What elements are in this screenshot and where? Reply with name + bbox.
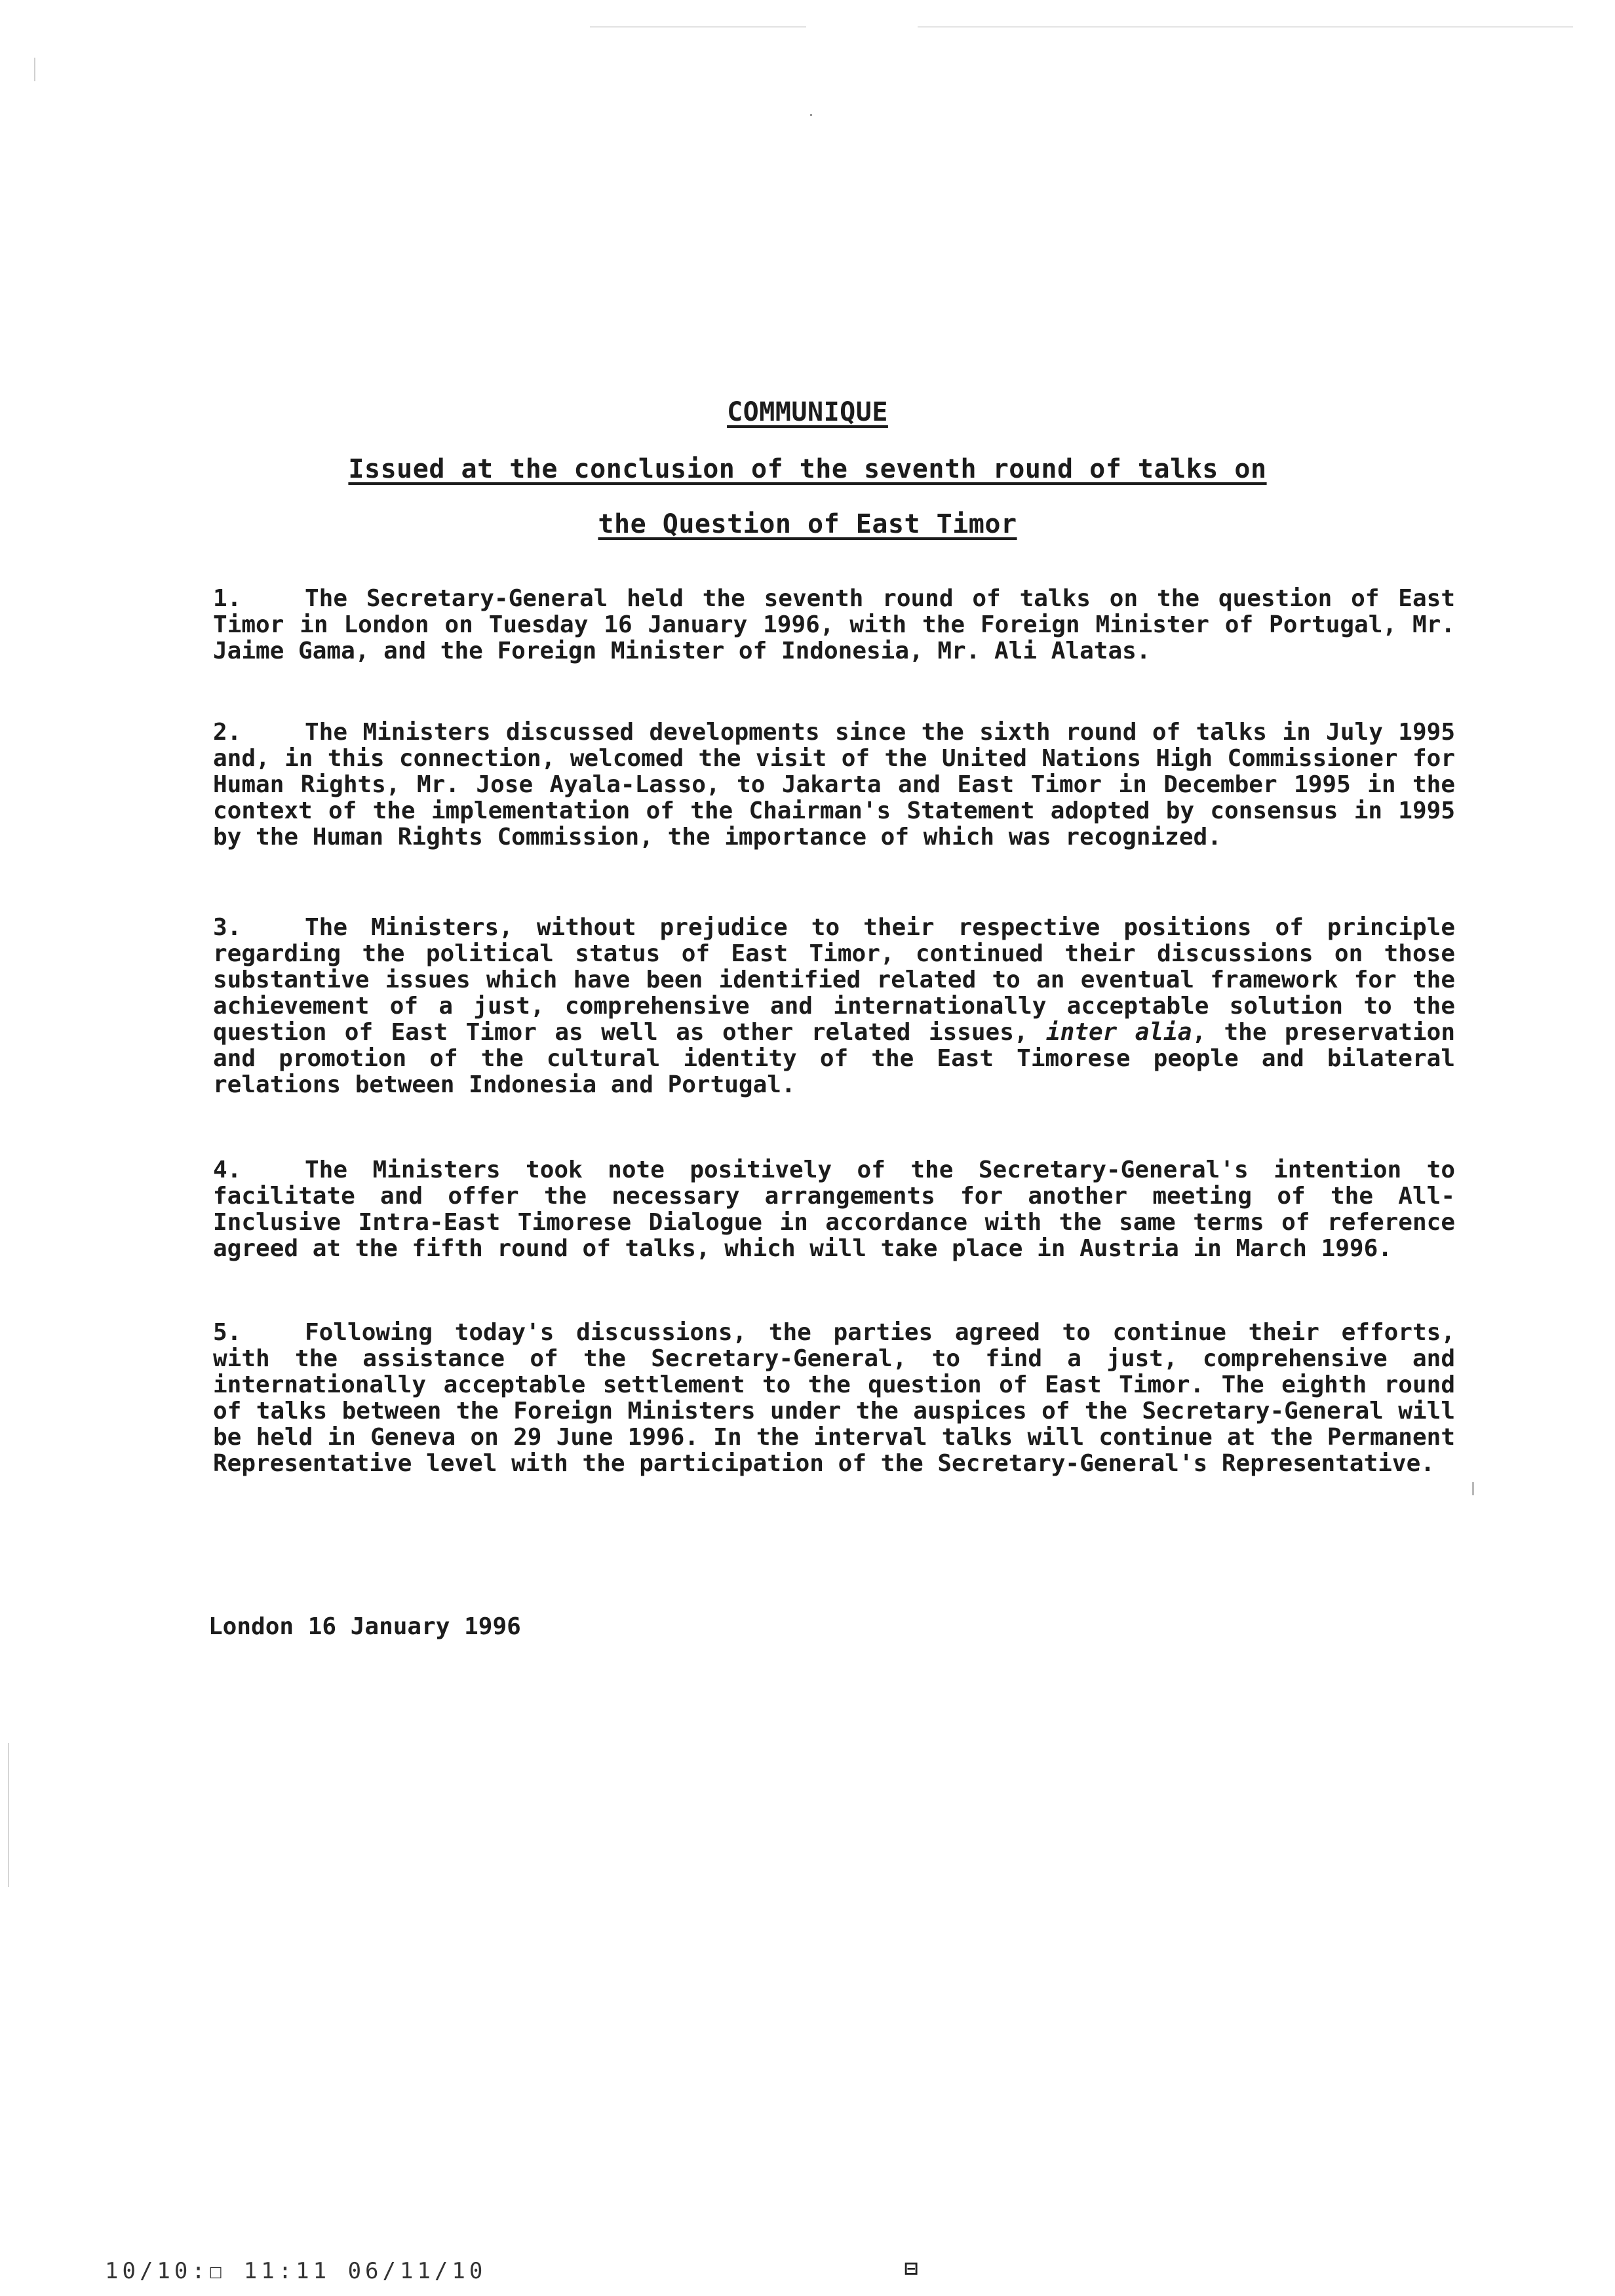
document-subtitle-line-1: Issued at the conclusion of the seventh round of talks on	[348, 454, 1267, 484]
paragraph-number: 2.	[213, 719, 242, 746]
closing-place-date: London 16 January 1996	[208, 1613, 521, 1640]
paragraph-number: 5.	[213, 1319, 242, 1346]
paragraph-italic-phrase: inter alia	[1045, 1019, 1192, 1046]
scan-speck	[1472, 1482, 1474, 1495]
paragraph-text: Following today's discussions, the parties agreed to continue their efforts, with the assistance of the Secretary-General, to find a just, comprehensive and internationally acceptable settlement to the question of East Timor. The eighth round of talks between the Foreign Ministers under the auspices of the Secretary-General will be held in Geneva on 29 June 1996. In the interval talks will continue at the Permanent Representative level with the participation of the Secretary-General's Representative.	[213, 1319, 1455, 1477]
scan-speck	[8, 1743, 9, 1887]
document-subtitle-line-2: the Question of East Timor	[598, 509, 1017, 539]
document-title: COMMUNIQUE	[727, 397, 888, 427]
scan-speck	[918, 26, 1573, 28]
paragraph-number: 3.	[213, 914, 242, 941]
page-mark: ⊟	[905, 2255, 918, 2282]
paragraph-number: 4.	[213, 1157, 242, 1183]
paragraph-1	[213, 586, 1455, 664]
paragraph-text: The Secretary-General held the seventh round of talks on the question of East Timor in London on Tuesday 16 January 1996, with the Foreign Minister of Portugal, Mr. Jaime Gama, and the Foreign Minister of Indonesia, Mr. Ali Alatas.	[213, 585, 1455, 664]
paragraph-4	[213, 1157, 1455, 1262]
scan-speck	[810, 114, 812, 116]
paragraph-text: The Ministers, without prejudice to their respective positions of principle regarding the political status of East Timor, continued their discussions on those substantive issues which have been identified related to an eventual framework for the achievement of a just, comprehensive and internationally acceptable solution to the question of East Timor as well as other related issues,	[213, 914, 1455, 1046]
paragraph-3	[213, 915, 1455, 1098]
paragraph-2	[213, 719, 1455, 851]
paragraph-text: The Ministers took note positively of the Secretary-General's intention to facilitate and offer the necessary arrangements for another meeting of the All-Inclusive Intra-East Timorese Dialogue in accordance with the same terms of reference agreed at the fifth round of talks, which will take place in Austria in March 1996.	[213, 1157, 1455, 1262]
paragraph-text: , the preservation and promotion of the cultural identity of the East Timorese people and bilateral relations between Indonesia and Portugal.	[213, 1019, 1455, 1098]
fax-transmission-stamp: 10/10:☐ 11:11 06/11/10	[105, 2258, 487, 2284]
scan-speck	[34, 58, 35, 81]
paragraph-number: 1.	[213, 585, 242, 612]
scan-speck	[590, 26, 806, 28]
paragraph-5	[213, 1320, 1455, 1477]
paragraph-text: The Ministers discussed developments since the sixth round of talks in July 1995 and, in this connection, welcomed the visit of the United Nations High Commissioner for Human Rights, Mr. Jose Ayala-Lasso, to Jakarta and East Timor in December 1995 in the context of the implementation of the Chairman's Statement adopted by consensus in 1995 by the Human Rights Commission, the importance of which was recognized.	[213, 719, 1455, 851]
